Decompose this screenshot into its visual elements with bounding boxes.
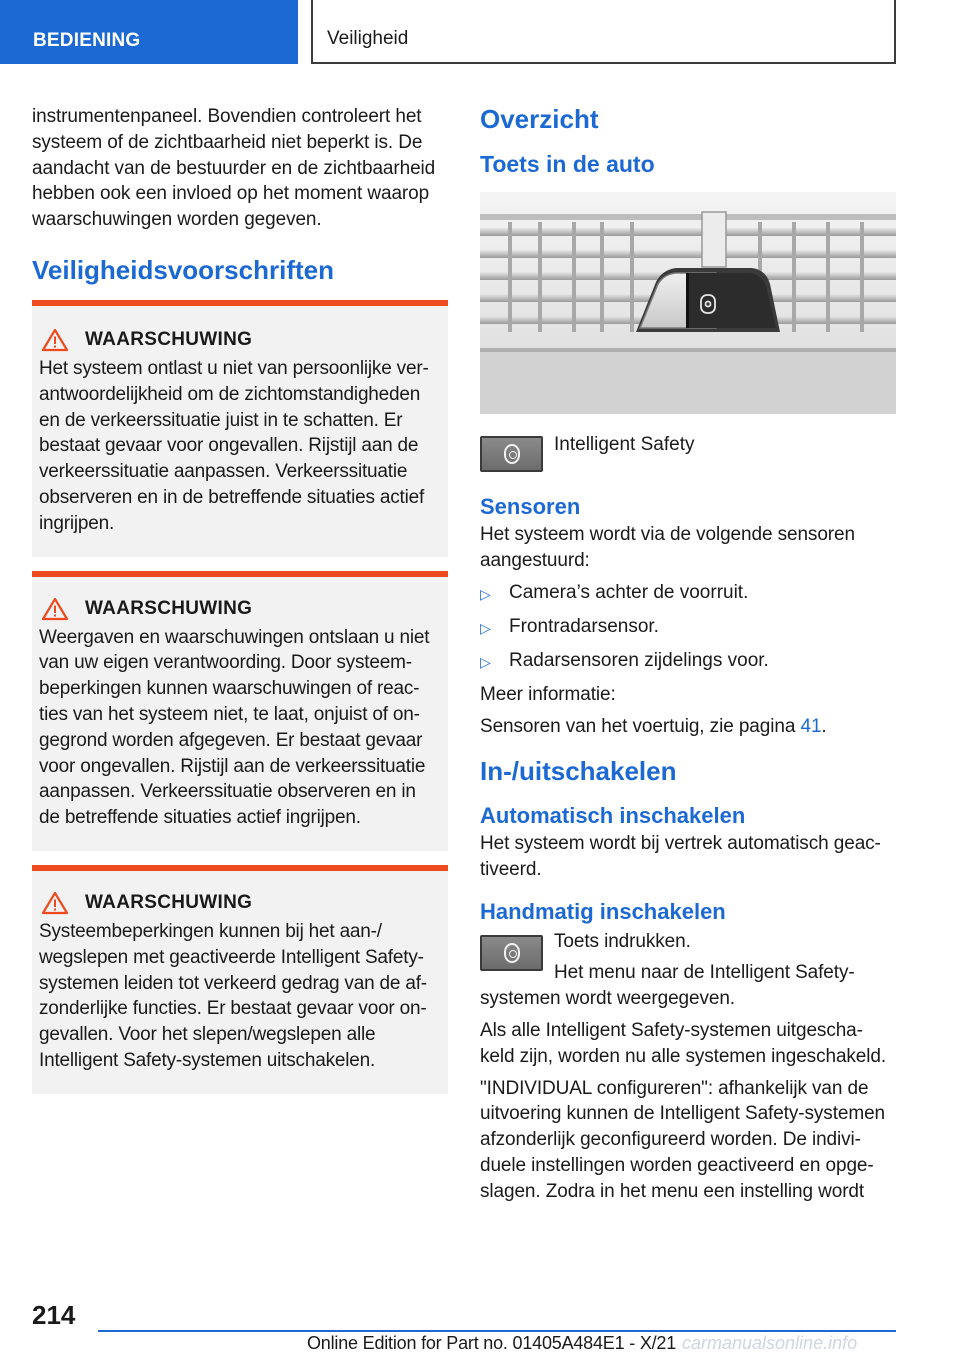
- button-legend: [480, 432, 896, 472]
- auto-activate-heading: Automatisch inschakelen: [480, 803, 746, 829]
- triangle-bullet-icon: ▷: [480, 619, 491, 636]
- page-reference-link[interactable]: 41: [800, 716, 822, 738]
- triangle-bullet-icon: ▷: [480, 654, 491, 671]
- page-number: 214: [32, 1300, 76, 1330]
- dashboard-button-photo: [480, 192, 896, 414]
- sensors-heading: Sensoren: [480, 494, 581, 519]
- triangle-bullet-icon: ▷: [480, 585, 491, 602]
- sensor-reference: Sensoren van het voertuig, zie pagina 41.: [480, 716, 827, 738]
- individual-config-text: "INDIVIDUAL configureren": afhankelijk van de uitvoering kunnen de Intelligent Safety-systemen afzonderlijk geconfigureerd worden. De indivi-duele instellingen worden geactiveerd en opge-slagen. Zodra in het menu een instelling wordt: [480, 1077, 885, 1202]
- intelligent-safety-button-icon: [480, 935, 543, 971]
- warning-text: Systeembeperkingen kunnen bij het aan-/ wegslepen met geactiveerde Intelligent Safety-systemen leiden tot verkeerd gedrag van de af-zonderlijke functies. Er bestaat gevaar voor on-gevallen. Voor het slepen/wegslepen alle Intelligent Safety-systemen uitschakelen.: [39, 920, 427, 1071]
- left-column: [32, 104, 448, 1108]
- warning-title: WAARSCHUWING: [85, 597, 253, 619]
- sensors-intro: Het systeem wordt via de volgende sensoren aangestuurd:: [480, 524, 855, 571]
- list-item: ▷ Camera’s achter de voorruit.: [480, 580, 896, 608]
- right-column: [480, 104, 896, 1211]
- intro-paragraph: instrumentenpaneel. Bovendien controleert het systeem of de zichtbaarheid niet beperkt is. De aandacht van de bestuurder en de zichtbaarheid hebben ook een invloed op het moment waarop waarschuwingen worden gegeven.: [32, 106, 436, 231]
- watermark: carmanualsonline.info: [682, 1333, 858, 1353]
- warning-title: WAARSCHUWING: [85, 891, 253, 913]
- warning-triangle-icon: [41, 891, 69, 915]
- chapter-title: Veiligheid: [311, 0, 896, 64]
- list-item: ▷ Radarsensoren zijdelings voor.: [480, 648, 896, 676]
- manual-step-menu: Het menu naar de Intelligent Safety-systemen wordt weergegeven.: [480, 962, 855, 1010]
- warning-triangle-icon: [41, 328, 69, 352]
- safety-heading: Veiligheidsvoorschriften: [32, 254, 334, 285]
- button-in-car-heading: Toets in de auto: [480, 151, 655, 177]
- auto-activate-text: Het systeem wordt bij vertrek automatisch geac-tiveerd.: [480, 833, 881, 880]
- dashboard-vent-illustration: [480, 192, 896, 414]
- sensors-list: [480, 580, 896, 676]
- warning-box-3: [32, 865, 448, 1094]
- button-legend-label: Intelligent Safety: [554, 434, 695, 455]
- footer-edition: Online Edition for Part no. 01405A484E1 - X/21: [307, 1333, 677, 1353]
- warning-title: WAARSCHUWING: [85, 328, 253, 350]
- overview-heading: Overzicht: [480, 104, 599, 134]
- manual-activate-heading: Handmatig inschakelen: [480, 898, 726, 924]
- manual-steps: [480, 929, 896, 1012]
- manual-all-off-text: Als alle Intelligent Safety-systemen uitgescha-keld zijn, worden nu alle systemen ingeschakeld.: [480, 1020, 887, 1067]
- footer-divider: [98, 1330, 896, 1332]
- warning-text: Weergaven en waarschuwingen ontslaan u niet van uw eigen verantwoording. Door systeem-beperkingen kunnen waarschuwingen of reac-ties van het systeem niet, te laat, onjuist of on-gegrond worden afgegeven. Er bestaat gevaar voor ongevallen. Rijstijl aan de verkeerssituatie aanpassen. Verkeerssituatie observeren en in de betreffende situaties actief ingrijpen.: [39, 626, 430, 829]
- warning-triangle-icon: [41, 597, 69, 621]
- warning-box-2: [32, 571, 448, 851]
- list-item: ▷ Frontradarsensor.: [480, 614, 896, 642]
- intelligent-safety-button-icon: [480, 436, 543, 472]
- warning-box-1: [32, 300, 448, 557]
- warning-text: Het systeem ontlast u niet van persoonlijke ver-antwoordelijkheid om de zichtomstandigheden en de verkeerssituatie juist in te schatten. Er bestaat gevaar voor ongevallen. Rijstijl aan de verkeerssituatie aanpassen. Verkeerssituatie observeren en in de betreffende situaties actief ingrijpen.: [39, 357, 429, 534]
- section-tab: BEDIENING: [0, 0, 298, 64]
- manual-step-press: Toets indrukken.: [554, 930, 691, 952]
- more-info-label: Meer informatie:: [480, 684, 616, 706]
- on-off-heading: In-/uitschakelen: [480, 756, 677, 787]
